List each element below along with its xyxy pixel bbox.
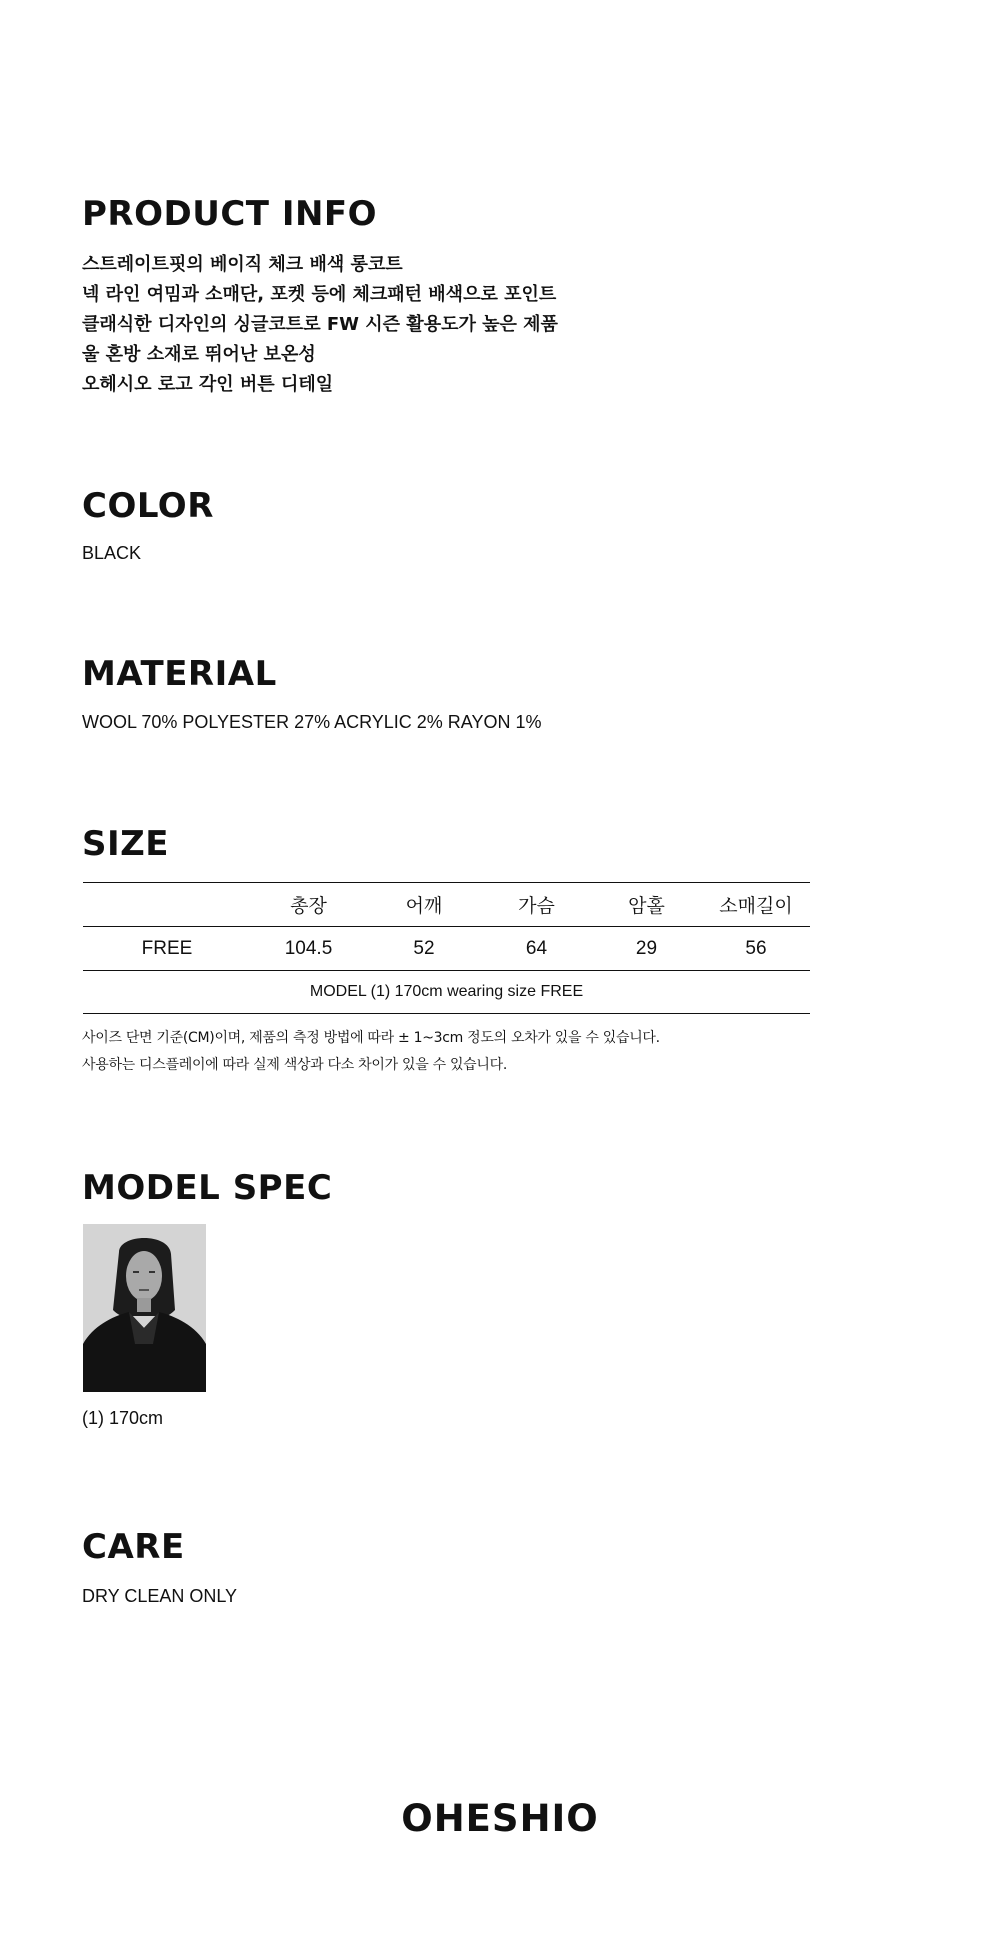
size-header-cell: 가슴	[518, 895, 555, 917]
model-photo	[83, 1224, 206, 1392]
size-model-note-row	[83, 971, 810, 1014]
product-info-line: 오헤시오 로고 각인 버튼 디테일	[82, 374, 334, 395]
size-header-cell	[83, 883, 251, 927]
size-cell: 56	[745, 937, 767, 959]
color-title: COLOR	[82, 486, 214, 526]
product-info-title: PRODUCT INFO	[82, 194, 378, 234]
brand-logo: OHESHIO	[401, 1797, 599, 1840]
size-table	[83, 882, 810, 1014]
size-model-note: MODEL (1) 170cm wearing size FREE	[309, 983, 584, 1000]
material-value: WOOL 70% POLYESTER 27% ACRYLIC 2% RAYON 1%	[82, 712, 542, 732]
model-spec-title: MODEL SPEC	[82, 1168, 333, 1208]
care-value: DRY CLEAN ONLY	[82, 1586, 238, 1606]
size-cell: 104.5	[284, 937, 333, 959]
size-notes	[82, 1025, 660, 1079]
size-cell: 29	[635, 937, 658, 959]
material-title: MATERIAL	[82, 654, 277, 694]
product-info-line: 클래식한 디자인의 싱글코트로 FW 시즌 활용도가 높은 제품	[82, 314, 558, 335]
color-value: BLACK	[82, 543, 142, 563]
product-info-line: 울 혼방 소재로 뛰어난 보온성	[82, 344, 316, 365]
care-title: CARE	[82, 1527, 185, 1567]
size-header-cell: 소매길이	[719, 895, 793, 917]
product-info-line: 넥 라인 여밈과 소매단, 포켓 등에 체크패턴 배색으로 포인트	[82, 284, 557, 305]
size-note-line: 사이즈 단면 기준(CM)이며, 제품의 측정 방법에 따라 ± 1~3cm 정도의 오차가 있을 수 있습니다.	[82, 1030, 660, 1046]
size-note-line: 사용하는 디스플레이에 따라 실제 색상과 다소 차이가 있을 수 있습니다.	[82, 1057, 507, 1073]
size-cell: 64	[525, 937, 548, 959]
size-cell: 52	[413, 937, 435, 959]
size-table-header-row	[83, 883, 810, 927]
product-info-list	[82, 250, 558, 400]
size-table-row	[83, 927, 810, 971]
size-title: SIZE	[82, 824, 170, 864]
product-info-line: 스트레이트핏의 베이직 체크 배색 롱코트	[82, 254, 403, 275]
size-header-cell: 암홀	[628, 895, 665, 917]
size-header-cell: 어깨	[405, 895, 443, 917]
model-caption: (1) 170cm	[82, 1408, 164, 1428]
size-header-cell: 총장	[290, 895, 327, 917]
size-cell: FREE	[141, 937, 193, 959]
